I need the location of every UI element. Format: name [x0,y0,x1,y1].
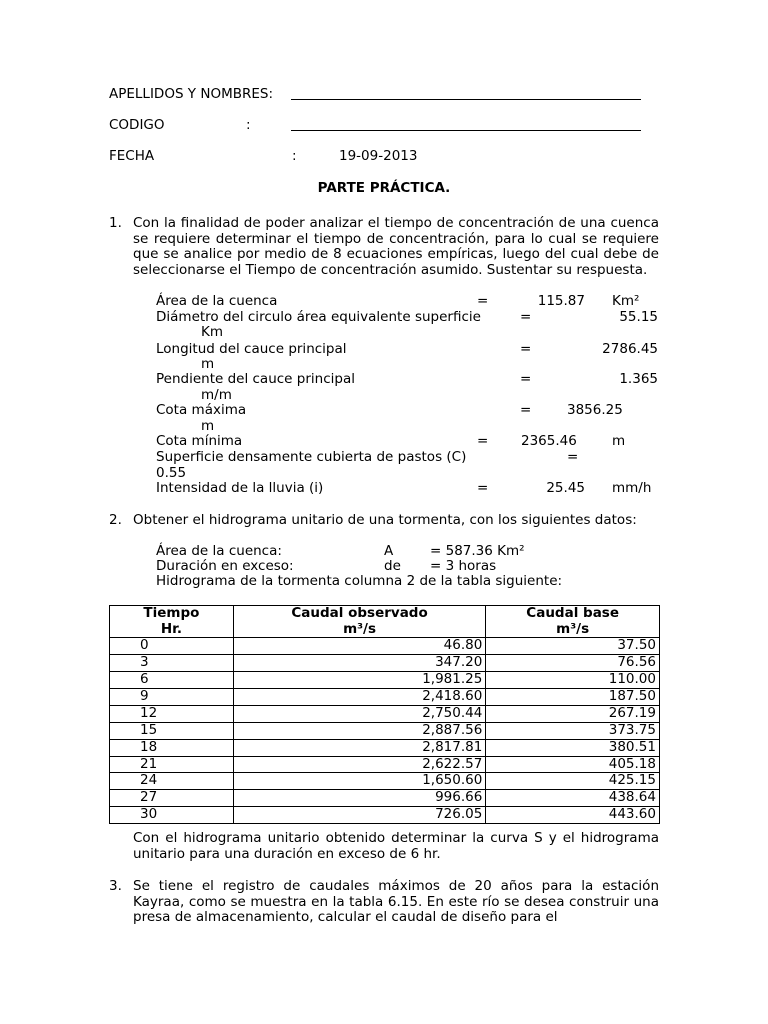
table-row [110,807,660,824]
cell-tiempo: 0 [110,638,234,655]
cell-caudal-observado: 2,418.60 [233,688,486,705]
q1-item-value: 55.15 [619,309,658,325]
table-row [110,672,660,689]
cell-caudal-base: 37.50 [486,638,660,655]
cell-tiempo: 30 [110,807,234,824]
date-label: FECHA [109,148,155,164]
q1-item-eq: = [520,371,532,387]
cell-caudal-observado: 726.05 [233,807,486,824]
q1-item-unit: Km² [612,293,640,309]
q1-item-value: 3856.25 [567,402,623,418]
cell-caudal-observado: 2,750.44 [233,705,486,722]
cell-tiempo: 24 [110,773,234,790]
q1-item-value: 2365.46 [521,433,577,449]
q1-item-eq: = [567,449,579,465]
cell-caudal-observado: 2,622.57 [233,756,486,773]
header-caudal-observado: Caudal observado m³/s [233,606,486,638]
code-label: CODIGO [109,117,165,133]
cell-tiempo: 3 [110,655,234,672]
table-header-row [110,606,660,638]
q2-text: Obtener el hidrograma unitario de una tormenta, con los siguientes datos: [133,512,637,528]
q1-item-eq: = [520,402,532,418]
cell-caudal-observado: 1,650.60 [233,773,486,790]
q2-duration-label: Duración en exceso: [156,558,294,574]
cell-tiempo: 21 [110,756,234,773]
cell-tiempo: 18 [110,739,234,756]
cell-tiempo: 9 [110,688,234,705]
cell-caudal-base: 187.50 [486,688,660,705]
table-row [110,790,660,807]
q2-area-a: A [384,543,394,559]
cell-tiempo: 15 [110,722,234,739]
q1-item-unit: m [201,356,215,372]
cell-caudal-observado: 46.80 [233,638,486,655]
header-tiempo: Tiempo Hr. [110,606,234,638]
q1-item-unit: m [612,433,626,449]
q1-item-label: Intensidad de la lluvia (i) [156,480,324,496]
q1-text: Con la finalidad de poder analizar el tiempo de concentración de una cuenca se requiere determinar el tiempo de concentración, para lo cual se requiere que se analice por medio de 8 ecuaciones empíricas, luego del cual debe de seleccionarse el Tiempo de concentración asumido. Sustentar su respuesta. [133,215,659,278]
table-row [110,739,660,756]
q1-item-unit: Km [201,324,224,340]
table-row [110,638,660,655]
q1-item-value: 25.45 [546,480,585,496]
cell-caudal-base: 443.60 [486,807,660,824]
surname-underline [291,99,641,100]
q3-text: Se tiene el registro de caudales máximos de 20 años para la estación Kayraa, como se muestra en la tabla 6.15. En este río se desea construir una presa de almacenamiento, calcular el caudal de diseño para el [133,878,659,926]
table-row [110,655,660,672]
q1-item-label: Longitud del cauce principal [156,341,347,357]
q1-item-eq: = [477,433,489,449]
cell-caudal-base: 405.18 [486,756,660,773]
q2-after-text: Con el hidrograma unitario obtenido determinar la curva S y el hidrograma unitario para una duración en exceso de 6 hr. [133,830,659,862]
q2-duration-de: de [384,558,401,574]
cell-tiempo: 6 [110,672,234,689]
cell-caudal-observado: 996.66 [233,790,486,807]
q1-item-unit: m/m [201,387,232,403]
hydrograph-table [109,605,660,824]
cell-caudal-base: 373.75 [486,722,660,739]
q2-number: 2. [109,512,122,528]
q2-area-value: = 587.36 Km² [430,543,525,559]
surname-label: APELLIDOS Y NOMBRES: [109,86,274,102]
page-title: PARTE PRÁCTICA. [317,180,451,196]
table-row [110,773,660,790]
q1-item-label: Área de la cuenca [156,293,278,309]
q1-item-eq: = [477,480,489,496]
code-underline [291,130,641,131]
cell-caudal-observado: 2,887.56 [233,722,486,739]
q1-item-label: Cota máxima [156,402,247,418]
q1-item-eq: = [520,341,532,357]
cell-caudal-base: 110.00 [486,672,660,689]
q1-item-value: 115.87 [537,293,585,309]
q1-item-eq: = [477,293,489,309]
q1-number: 1. [109,215,122,231]
cell-caudal-base: 438.64 [486,790,660,807]
cell-tiempo: 27 [110,790,234,807]
date-colon: : [292,148,297,164]
table-row [110,756,660,773]
cell-caudal-observado: 2,817.81 [233,739,486,756]
cell-caudal-observado: 347.20 [233,655,486,672]
table-row [110,722,660,739]
header-caudal-base: Caudal base m³/s [486,606,660,638]
table-row [110,705,660,722]
q1-item-label: Diámetro del circulo área equivalente superficie [156,309,481,325]
q1-item-unit: m [201,418,215,434]
q1-item-value: 0.55 [156,465,187,481]
code-colon: : [246,117,251,133]
cell-caudal-base: 267.19 [486,705,660,722]
q1-item-unit: mm/h [612,480,652,496]
table-row [110,688,660,705]
q1-item-value: 1.365 [619,371,658,387]
q2-area-label: Área de la cuenca: [156,543,282,559]
q2-duration-value: = 3 horas [430,558,497,574]
cell-caudal-observado: 1,981.25 [233,672,486,689]
q1-item-label: Superficie densamente cubierta de pastos (C) [156,449,467,465]
date-value: 19-09-2013 [339,148,418,164]
q2-hydrograph-line: Hidrograma de la tormenta columna 2 de la tabla siguiente: [156,573,563,589]
cell-caudal-base: 76.56 [486,655,660,672]
cell-caudal-base: 380.51 [486,739,660,756]
q1-item-label: Cota mínima [156,433,243,449]
q1-item-eq: = [520,309,532,325]
cell-caudal-base: 425.15 [486,773,660,790]
q1-item-label: Pendiente del cauce principal [156,371,355,387]
q3-number: 3. [109,878,122,894]
q1-item-value: 2786.45 [602,341,658,357]
cell-tiempo: 12 [110,705,234,722]
